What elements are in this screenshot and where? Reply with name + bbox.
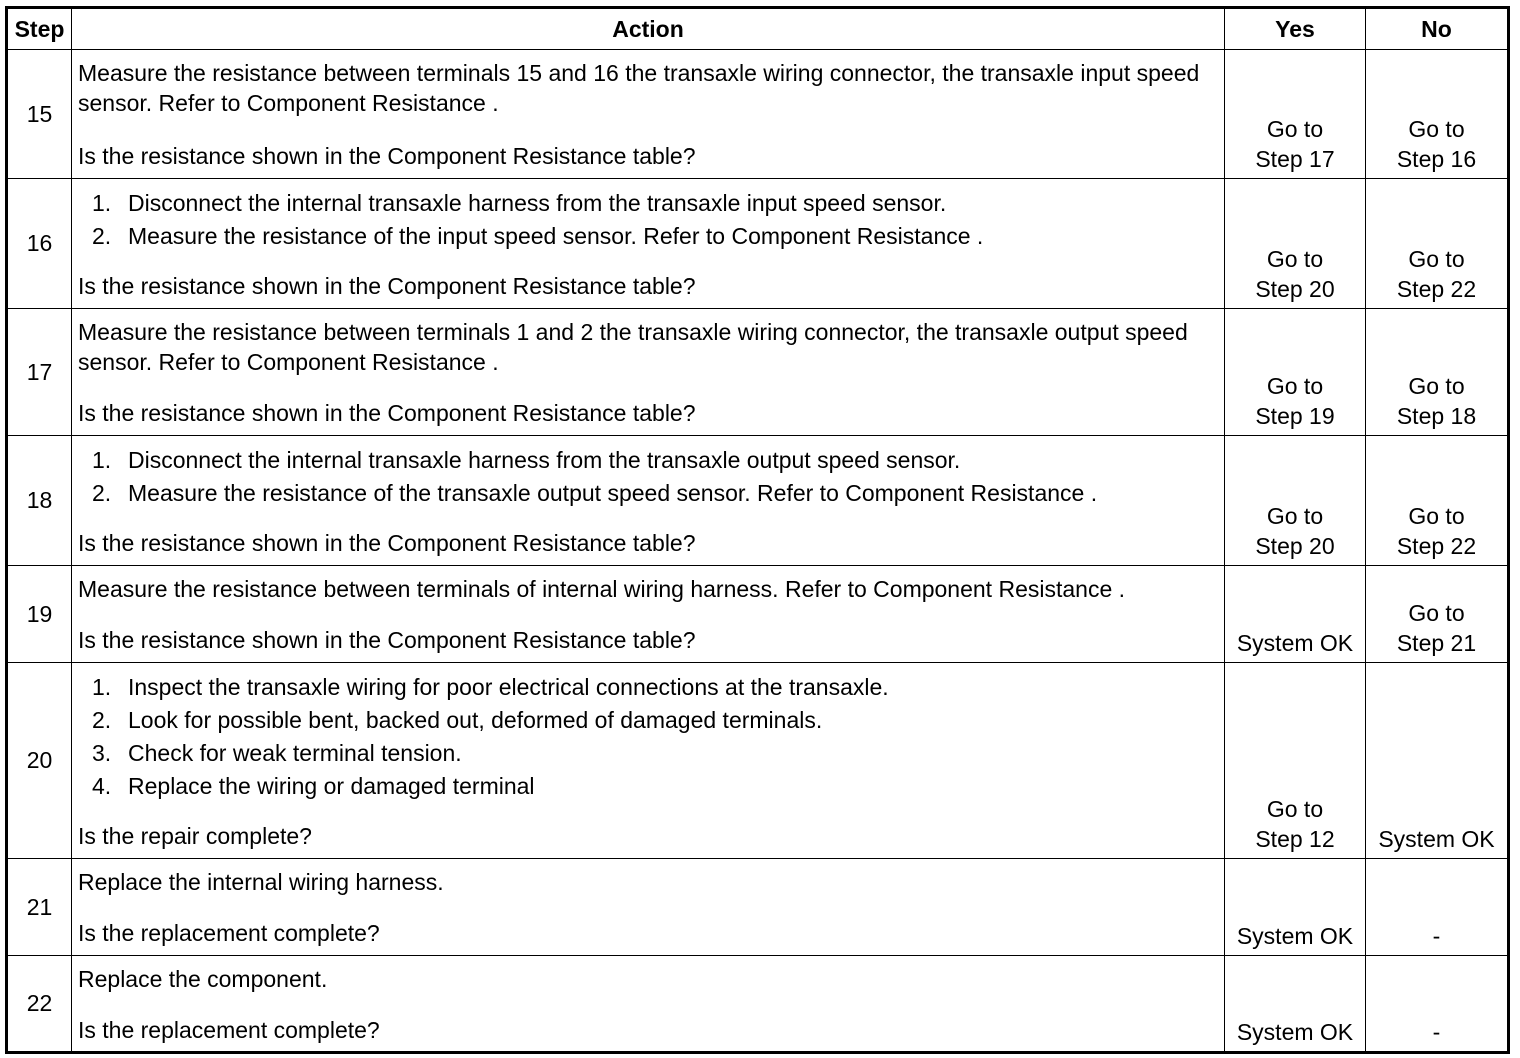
list-item-text: Check for weak terminal tension. (128, 740, 462, 766)
action-content (78, 58, 1218, 171)
action-cell (72, 663, 1225, 859)
yes-result (1225, 179, 1366, 309)
list-item-number: 2. (92, 707, 112, 733)
action-question: Is the replacement complete? (78, 920, 380, 946)
table-row (7, 859, 1509, 956)
action-content (78, 964, 1218, 1045)
no-result-line: Go to (1408, 116, 1465, 142)
no-result-line: Step 18 (1396, 403, 1477, 429)
yes-result-line: Go to (1266, 796, 1324, 822)
list-item-number: 1. (92, 190, 112, 216)
action-content (78, 187, 1218, 301)
action-question: Is the repair complete? (78, 823, 312, 849)
action-text: Measure the resistance between terminals 1 and 2 the transaxle wiring connector, the transaxle output speed sensor. Refer to Component Resistance . (78, 319, 1188, 375)
no-result-line: Step 22 (1396, 276, 1477, 302)
step-number: 18 (7, 436, 72, 566)
action-step-list (78, 444, 1218, 510)
yes-result-line: Go to (1266, 116, 1324, 142)
list-item-text: Replace the wiring or damaged terminal (128, 773, 535, 799)
action-body (78, 574, 1218, 604)
action-cell (72, 436, 1225, 566)
list-item (92, 187, 1218, 220)
yes-result-line: System OK (1236, 1019, 1354, 1045)
action-cell (72, 179, 1225, 309)
action-question: Is the resistance shown in the Component Resistance table? (78, 400, 696, 426)
table-row (7, 309, 1509, 436)
list-item-number: 1. (92, 674, 112, 700)
table-row (7, 436, 1509, 566)
action-content (78, 317, 1218, 428)
step-number: 15 (7, 50, 72, 179)
list-item-number: 3. (92, 740, 112, 766)
list-item (92, 671, 1218, 704)
yes-result (1225, 663, 1366, 859)
list-item-text: Disconnect the internal transaxle harness from the transaxle output speed sensor. (128, 447, 961, 473)
action-step-list (78, 187, 1218, 253)
action-content (78, 671, 1218, 851)
step-number: 17 (7, 309, 72, 436)
action-question: Is the replacement complete? (78, 1017, 380, 1043)
action-body (78, 671, 1218, 803)
no-result-line: Step 21 (1396, 630, 1477, 656)
no-result (1366, 956, 1509, 1053)
yes-result (1225, 309, 1366, 436)
diagnostic-table (5, 6, 1510, 1054)
table-row (7, 50, 1509, 179)
action-body (78, 187, 1218, 253)
list-item (92, 477, 1218, 510)
no-result (1366, 859, 1509, 956)
no-result-line: Go to (1408, 246, 1465, 272)
step-number: 21 (7, 859, 72, 956)
list-item (92, 704, 1218, 737)
table-row (7, 663, 1509, 859)
no-result-line: System OK (1378, 826, 1495, 852)
yes-result (1225, 50, 1366, 179)
no-result (1366, 50, 1509, 179)
header-action: Action (72, 8, 1225, 50)
action-body (78, 58, 1218, 118)
no-result-line: - (1432, 923, 1441, 949)
list-item-text: Inspect the transaxle wiring for poor electrical connections at the transaxle. (128, 674, 889, 700)
action-cell (72, 859, 1225, 956)
header-no: No (1366, 8, 1509, 50)
list-item-number: 2. (92, 480, 112, 506)
yes-result-line: System OK (1236, 923, 1354, 949)
yes-result-line: Step 20 (1255, 533, 1335, 559)
no-result (1366, 179, 1509, 309)
no-result (1366, 309, 1509, 436)
list-item (92, 444, 1218, 477)
yes-result-line: Go to (1266, 503, 1324, 529)
action-question: Is the resistance shown in the Component Resistance table? (78, 143, 696, 169)
action-cell (72, 309, 1225, 436)
action-cell (72, 50, 1225, 179)
step-number: 22 (7, 956, 72, 1053)
table-row (7, 956, 1509, 1053)
no-result-line: Go to (1408, 373, 1465, 399)
action-question: Is the resistance shown in the Component Resistance table? (78, 627, 696, 653)
yes-result (1225, 859, 1366, 956)
list-item-number: 2. (92, 223, 112, 249)
list-item-text: Look for possible bent, backed out, deformed of damaged terminals. (128, 707, 823, 733)
header-row (7, 8, 1509, 50)
no-result (1366, 663, 1509, 859)
action-text: Replace the internal wiring harness. (78, 869, 444, 895)
action-text: Measure the resistance between terminals 15 and 16 the transaxle wiring connector, the transaxle input speed sensor. Refer to Component Resistance . (78, 60, 1200, 116)
list-item-number: 4. (92, 773, 112, 799)
header-yes: Yes (1225, 8, 1366, 50)
list-item-text: Measure the resistance of the input speed sensor. Refer to Component Resistance . (128, 223, 984, 249)
yes-result-line: Step 20 (1255, 276, 1335, 302)
action-content (78, 867, 1218, 948)
yes-result-line: Go to (1266, 373, 1324, 399)
table-row (7, 179, 1509, 309)
action-content (78, 444, 1218, 558)
action-body (78, 317, 1218, 377)
action-body (78, 444, 1218, 510)
action-text: Replace the component. (78, 966, 328, 992)
step-number: 16 (7, 179, 72, 309)
table-row (7, 566, 1509, 663)
no-result-line: Step 22 (1396, 533, 1477, 559)
yes-result (1225, 566, 1366, 663)
list-item (92, 737, 1218, 770)
action-text: Measure the resistance between terminals of internal wiring harness. Refer to Component Resistance . (78, 576, 1126, 602)
action-question: Is the resistance shown in the Component Resistance table? (78, 530, 696, 556)
step-number: 20 (7, 663, 72, 859)
action-cell (72, 956, 1225, 1053)
no-result (1366, 436, 1509, 566)
yes-result-line: System OK (1236, 630, 1354, 656)
yes-result (1225, 956, 1366, 1053)
yes-result-line: Step 17 (1255, 146, 1335, 172)
header-step: Step (7, 8, 72, 50)
list-item (92, 770, 1218, 803)
action-body (78, 867, 1218, 897)
action-question: Is the resistance shown in the Component Resistance table? (78, 273, 696, 299)
yes-result-line: Go to (1266, 246, 1324, 272)
list-item (92, 220, 1218, 253)
step-number: 19 (7, 566, 72, 663)
no-result-line: Go to (1408, 503, 1465, 529)
yes-result-line: Step 12 (1255, 826, 1335, 852)
list-item-number: 1. (92, 447, 112, 473)
no-result-line: Go to (1408, 600, 1465, 626)
no-result (1366, 566, 1509, 663)
action-cell (72, 566, 1225, 663)
action-body (78, 964, 1218, 994)
yes-result-line: Step 19 (1255, 403, 1335, 429)
action-content (78, 574, 1218, 655)
list-item-text: Measure the resistance of the transaxle output speed sensor. Refer to Component Resistance . (128, 480, 1098, 506)
list-item-text: Disconnect the internal transaxle harness from the transaxle input speed sensor. (128, 190, 947, 216)
no-result-line: Step 16 (1396, 146, 1477, 172)
action-step-list (78, 671, 1218, 803)
yes-result (1225, 436, 1366, 566)
no-result-line: - (1432, 1019, 1441, 1045)
